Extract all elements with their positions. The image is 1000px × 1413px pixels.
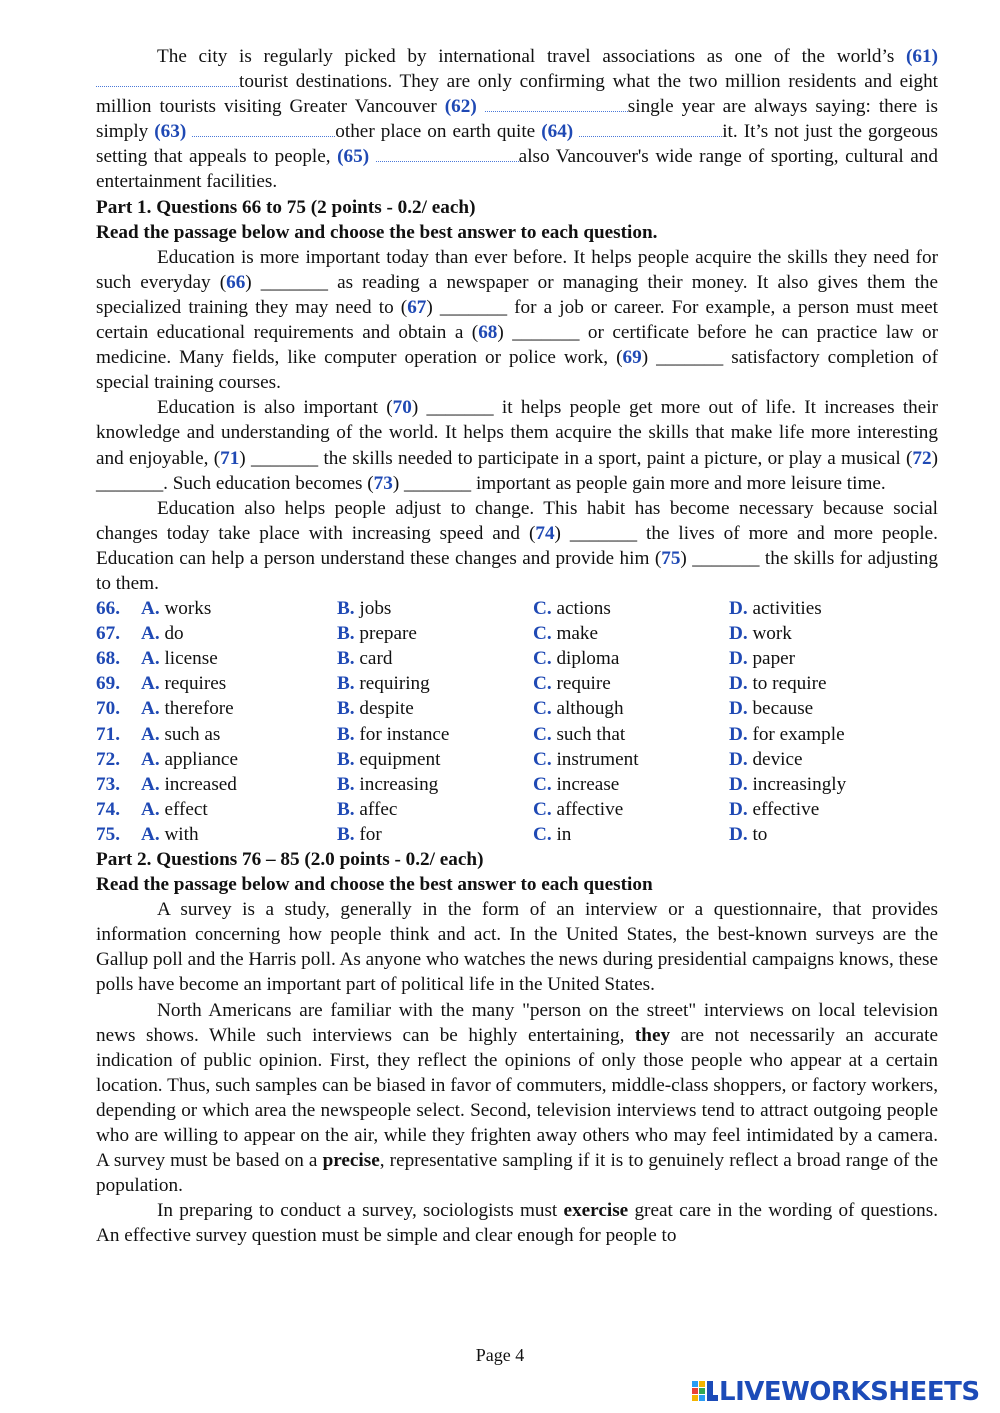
option-b[interactable] [337,747,440,772]
passage-text: Education also helps people adjust to change. This habit has become necessary because social changes today take place with increasing speed and ( [96,497,938,544]
option-question-number: 69. [96,673,120,695]
option-a[interactable] [141,822,199,847]
option-letter: D. [729,598,748,620]
option-letter: C. [533,723,552,745]
option-letter: D. [729,723,748,745]
passage-text: ) _______ the lives of more and more people. Education can help a person understand these changes and provide him ( [96,522,938,569]
option-text: card [359,648,393,670]
option-c[interactable] [533,722,625,747]
option-question-number: 75. [96,823,120,845]
passage-text: tourist destinations. They are only confirming what the two million residents and eight million tourists visiting Greater Vancouver [96,71,938,118]
option-row [96,797,938,822]
option-letter: D. [729,623,748,645]
option-b[interactable] [337,621,417,646]
option-letter: A. [141,748,160,770]
option-text: affective [556,798,624,820]
passage-text: ) _______ satisfactory completion of special training courses. [96,347,938,394]
option-b[interactable] [337,722,449,747]
option-a[interactable] [141,621,184,646]
option-d[interactable] [729,621,792,646]
option-a[interactable] [141,646,218,671]
option-letter: C. [533,598,552,620]
blank-61[interactable] [96,72,239,87]
passage-text: ) _______ or certificate before he can practice law or medicine. Many fields, like computer operation or police work, ( [96,322,938,369]
option-letter: D. [729,798,748,820]
bold-word-precise: precise [322,1150,380,1172]
option-text: with [164,823,199,845]
option-text: appliance [164,748,238,770]
option-letter: B. [337,698,355,720]
worksheet-page [96,44,938,1249]
option-text: effect [164,798,208,820]
option-question-number: 67. [96,623,120,645]
option-c[interactable] [533,621,598,646]
option-text: license [164,648,218,670]
option-b[interactable] [337,646,392,671]
option-letter: A. [141,823,160,845]
part2-instruction: Read the passage below and choose the best answer to each question [96,874,653,896]
bold-word-they: they [634,1024,671,1046]
option-text: effective [752,798,820,820]
question-number-65: (65) [337,146,370,168]
passage-text: also Vancouver's wide range of sporting, cultural and entertainment facilities. [96,146,938,193]
option-letter: B. [337,723,355,745]
blank-62[interactable] [485,97,628,112]
passage-text: ) _______ the skills for adjusting to them. [96,547,938,594]
passage-text: In preparing to conduct a survey, sociologists must [157,1200,564,1222]
option-a[interactable] [141,671,226,696]
option-text: activities [752,598,822,620]
option-letter: C. [533,673,552,695]
passage-text: ) _______ the skills needed to participate in a sport, paint a picture, or play a musical ( [239,447,913,469]
question-number-70: 70 [392,397,412,419]
option-d[interactable] [729,596,822,621]
option-d[interactable] [729,822,767,847]
option-c[interactable] [533,797,623,822]
option-text: for example [752,723,845,745]
option-text: work [752,623,792,645]
answer-options [96,596,938,847]
question-number-62: (62) [444,96,477,118]
option-d[interactable] [729,722,845,747]
part2-heading: Part 2. Questions 76 – 85 (2.0 points - 0.2/ each) [96,849,484,870]
question-number-73: 73 [373,472,393,494]
passage-text: North Americans are familiar with the many "person on the street" interviews on local television news shows. While such interviews can be highly entertaining, [96,999,938,1046]
option-question-number: 71. [96,723,120,745]
option-letter: A. [141,598,160,620]
option-text: increasing [359,773,439,795]
option-d[interactable] [729,772,846,797]
option-text: because [752,698,814,720]
question-number-63: (63) [154,121,187,143]
passage-text: great care in the wording of questions. An effective survey question must be simple and clear enough for people to [96,1200,938,1247]
option-text: such that [556,723,626,745]
option-b[interactable] [337,671,430,696]
option-letter: C. [533,748,552,770]
part2-paragraph-2 [96,998,938,1199]
option-text: for instance [359,723,450,745]
option-text: affec [359,798,398,820]
option-letter: A. [141,698,160,720]
option-a[interactable] [141,722,220,747]
passage-text: , representative sampling if it is to genuinely reflect a broad range of the population. [96,1150,938,1197]
option-text: to require [752,673,827,695]
question-number-71: 71 [220,447,240,469]
option-c[interactable] [533,772,619,797]
brand-name: LIVEWORKSHEETS [719,1377,980,1407]
option-d[interactable] [729,646,795,671]
option-a[interactable] [141,696,234,721]
option-letter: B. [337,798,355,820]
option-text: instrument [556,748,639,770]
option-d[interactable] [729,747,803,772]
option-letter: B. [337,598,355,620]
option-b[interactable] [337,797,397,822]
option-letter: B. [337,773,355,795]
option-row [96,747,938,772]
option-row [96,621,938,646]
option-question-number: 72. [96,748,120,770]
option-text: make [556,623,599,645]
option-a[interactable] [141,596,211,621]
question-number-66: 66 [226,271,246,293]
intro-passage [96,44,938,195]
option-question-number: 68. [96,648,120,670]
option-text: therefore [164,698,234,720]
option-letter: C. [533,773,552,795]
option-letter: D. [729,748,748,770]
option-d[interactable] [729,797,819,822]
option-b[interactable] [337,696,414,721]
passage-text: Education is also important ( [157,397,393,419]
part2-paragraph-1: A survey is a study, generally in the form of an interview or a questionnaire, that provides information concerning how people think and act. In the United States, the best-known surveys are the Gallup poll and the Harris poll. As anyone who watches the news during presidential campaigns knows, these polls have become an important part of political life in the United States. [96,899,938,996]
option-row [96,696,938,721]
option-a[interactable] [141,797,208,822]
option-text: increase [556,773,620,795]
part1-paragraph-1 [96,245,938,396]
blank-64[interactable] [579,122,722,137]
option-question-number: 66. [96,598,120,620]
part1-paragraph-3 [96,496,938,596]
option-letter: A. [141,773,160,795]
option-letter: B. [337,623,355,645]
blank-63[interactable] [192,122,335,137]
option-text: to [752,823,768,845]
option-letter: B. [337,748,355,770]
passage-text: ) _______. Such education becomes ( [96,447,938,494]
option-row [96,722,938,747]
option-row [96,646,938,671]
option-c[interactable] [533,596,611,621]
option-letter: A. [141,623,160,645]
option-row [96,772,938,797]
option-text: such as [164,723,221,745]
question-number-74: 74 [535,522,555,544]
option-letter: A. [141,673,160,695]
option-letter: D. [729,773,748,795]
option-letter: B. [337,673,355,695]
passage-text: ) _______ important as people gain more and more leisure time. [392,472,886,494]
option-text: requiring [359,673,430,695]
question-number-72: 72 [912,447,932,469]
passage-text: single year are always saying: there is simply [96,96,938,143]
passage-text: are not necessarily an accurate indication of public opinion. First, they reflect the opinions of only those people who appear at a certain location. Thus, such samples can be biased in favor of commuters, middle-class shoppers, or factory workers, depending or which area the newspeople select. Second, television interviews tend to attract outgoing people who are willing to appear on the air, while they frighten away others who may feel intimidated by a camera. A survey must be based on a [96,1024,938,1172]
part1-instruction: Read the passage below and choose the best answer to each question. [96,221,658,243]
option-question-number: 73. [96,773,120,795]
option-text: increasingly [752,773,847,795]
question-number-75: 75 [661,547,681,569]
option-letter: D. [729,823,748,845]
option-c[interactable] [533,646,619,671]
option-letter: C. [533,698,552,720]
part1-heading: Part 1. Questions 66 to 75 (2 points - 0.2/ each) [96,196,476,218]
option-b[interactable] [337,596,391,621]
passage-text: ) _______ as reading a newspaper or managing their money. It also gives them the specialized training they may need to ( [96,271,939,318]
option-text: jobs [359,598,392,620]
question-number-69: 69 [622,347,642,369]
option-text: increased [164,773,237,795]
passage-text: other place on earth quite [335,121,542,143]
page-number: Page 4 [475,1345,525,1365]
option-letter: D. [729,648,748,670]
option-letter: C. [533,823,552,845]
option-row [96,596,938,621]
passage-text: ) _______ for a job or career. For example, a person must meet certain educational requirements and obtain a ( [96,296,938,344]
question-number-68: 68 [478,322,498,344]
option-c[interactable] [533,747,639,772]
question-number-61: (61) [906,46,938,67]
liveworksheets-icon [692,1379,718,1405]
option-letter: A. [141,723,160,745]
part2-paragraph-3 [96,1198,938,1248]
option-question-number: 70. [96,698,120,720]
option-c[interactable] [533,696,624,721]
option-letter: D. [729,673,748,695]
option-text: although [556,698,624,720]
part1-paragraph-2 [96,395,938,495]
blank-65[interactable] [376,147,519,162]
passage-text: The city is regularly picked by international travel associations as one of the world’s [157,46,907,67]
liveworksheets-logo[interactable] [692,1377,980,1407]
option-c[interactable] [533,822,571,847]
option-a[interactable] [141,772,237,797]
option-text: do [164,623,184,645]
option-text: actions [556,598,611,620]
option-letter: A. [141,798,160,820]
question-number-64: (64) [541,121,574,143]
option-text: in [556,823,572,845]
option-d[interactable] [729,696,813,721]
passage-text: Education is more important today than ever before. It helps people acquire the skills they need for such everyday ( [96,246,938,293]
option-text: paper [752,648,796,670]
option-letter: A. [141,648,160,670]
option-text: for [359,823,382,845]
option-letter: B. [337,648,355,670]
option-text: diploma [556,648,620,670]
option-text: prepare [359,623,417,645]
passage-text: it. It’s not just the gorgeous setting that appeals to people, [96,121,939,168]
option-letter: C. [533,798,552,820]
option-text: works [164,598,212,620]
option-question-number: 74. [96,798,120,820]
option-a[interactable] [141,747,238,772]
option-text: device [752,748,803,770]
option-row [96,671,938,696]
question-number-67: 67 [407,296,427,318]
option-text: require [556,673,611,695]
option-text: despite [359,698,414,720]
option-b[interactable] [337,772,438,797]
option-letter: D. [729,698,748,720]
option-row [96,822,938,847]
option-text: requires [164,673,227,695]
option-letter: C. [533,623,552,645]
option-text: equipment [359,748,441,770]
option-letter: C. [533,648,552,670]
option-b[interactable] [337,822,382,847]
option-c[interactable] [533,671,611,696]
bold-word-exercise: exercise [563,1200,629,1222]
passage-text: ) _______ it helps people get more out of life. It increases their knowledge and understanding of the world. It helps them acquire the skills that make life more interesting and enjoyable, ( [96,397,938,469]
option-letter: B. [337,823,355,845]
option-d[interactable] [729,671,827,696]
